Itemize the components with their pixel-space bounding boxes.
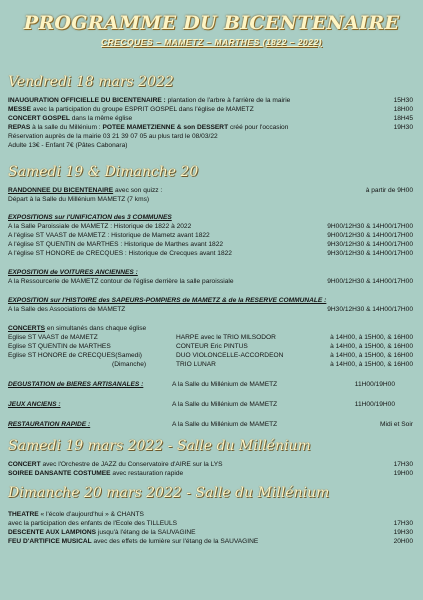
- event-time: 20H00: [393, 538, 413, 545]
- concert-time: à 14H00, à 15H00, & 16H00: [330, 343, 413, 350]
- concert-place: (Dimanche): [112, 361, 147, 368]
- event-time: 11H00/19H00: [354, 381, 395, 388]
- repas-prices: Adulte 13€ - Enfant 7€ (Pâtes Cabonara): [8, 142, 128, 149]
- event-concert-jazz: [8, 460, 413, 469]
- event-time: 17H30: [393, 461, 413, 468]
- expo-place: A l'église ST QUENTIN de MARTHES : Historique de Marthes avant 1822: [8, 241, 224, 248]
- expo-place: A la Salle Paroissiale de MAMETZ : Historique de 1822 à 2022: [8, 223, 192, 230]
- expo-row: [8, 277, 413, 286]
- concert-time: à 14H00, à 15H00, & 16H00: [330, 352, 413, 359]
- event-degustation: [8, 380, 413, 389]
- expo-row: [8, 240, 413, 249]
- event-detail: plantation de l'arbre à l'arrière de la mairie: [165, 97, 291, 104]
- section-title: EXPOSITION sur l'HISTOIRE des SAPEURS-POMPIERS de MAMETZ & de la RESERVE COMMUNALE :: [8, 297, 327, 304]
- concert-group: CONTEUR Eric PINTUS: [176, 343, 248, 350]
- randonnee-depart: Départ à la Salle du Millénium MAMETZ (7 kms): [8, 196, 150, 203]
- page-title: PROGRAMME DU BICENTENAIRE: [23, 12, 400, 34]
- concert-row: [8, 342, 413, 351]
- day-heading-weekend: Samedi 19 & Dimanche 20: [8, 164, 199, 180]
- event-time: 15H30: [393, 97, 413, 104]
- event-detail: avec la participation du groupe ESPRIT GOSPEL dans l'église de MAMETZ: [31, 106, 254, 113]
- concert-row: [8, 333, 413, 342]
- event-repas: [8, 123, 413, 132]
- page-subtitle: CRECQUES – MAMETZ – MARTHES (1822 – 2022): [100, 37, 323, 47]
- event-menu: POTEE MAMETZIENNE & son DESSERT: [102, 124, 229, 131]
- event-detail: avec l'Orchestre de JAZZ du Conservatoire d'AIRE sur la LYS: [40, 461, 223, 468]
- repas-reservation: Réservation auprès de la mairie 03 21 39 07 05 au plus tard le 08/03/22: [8, 133, 218, 140]
- event-title: THEATRE: [8, 511, 39, 518]
- section-detail: en simultanés dans chaque église: [45, 325, 147, 332]
- concert-row: [8, 360, 413, 369]
- event-detail: avec restauration rapide: [110, 470, 184, 477]
- event-messe: [8, 105, 413, 114]
- concert-group: DUO VIOLONCELLE-ACCORDEON: [176, 352, 284, 359]
- event-concert-gospel: [8, 114, 413, 123]
- event-title: INAUGURATION OFFICIELLE DU BICENTENAIRE :: [8, 97, 166, 104]
- event-place: A la Salle du Millénium de MAMETZ: [172, 421, 278, 428]
- event-time: 19H30: [393, 124, 413, 131]
- event-inauguration: [8, 96, 413, 105]
- expo-place: A l'église ST HONORE de CRECQUES : Historique de Crecques avant 1822: [8, 250, 232, 257]
- expo-place: A la Salle des Associations de MAMETZ: [8, 306, 126, 313]
- event-title: CONCERT GOSPEL: [8, 115, 70, 122]
- expo-pompiers-title: [8, 296, 413, 305]
- expo-row: [8, 231, 413, 240]
- expo-row: [8, 222, 413, 231]
- event-title: FEU D'ARTIFICE MUSICAL: [8, 538, 92, 545]
- event-time: 18H45: [393, 115, 413, 122]
- event-title: RESTAURATION RAPIDE :: [8, 421, 91, 428]
- expo-place: A l'église ST VAAST de MAMETZ : Historique de Mametz avant 1822: [8, 232, 210, 239]
- expo-place: A la Ressourcerie de MAMETZ contour de l'église derrière la salle paroissiale: [8, 278, 234, 285]
- event-title: RANDONNEE DU BICENTENAIRE: [8, 187, 114, 194]
- event-title: JEUX ANCIENS :: [8, 401, 61, 408]
- event-place: A la Salle du Millénium de MAMETZ: [172, 401, 278, 408]
- event-time: 11H00/19H00: [354, 401, 395, 408]
- event-jeux: [8, 400, 413, 409]
- expo-row: [8, 249, 413, 258]
- event-detail: à la salle du Millénium :: [30, 124, 103, 131]
- event-detail: jusqu'à l'étang de la SAUVAGINE: [96, 529, 196, 536]
- expo-time: 9H00/12H30 & 14H00/17H00: [327, 232, 413, 239]
- event-title: SOIREE DANSANTE COSTUMEE: [8, 470, 111, 477]
- expo-row: [8, 305, 413, 314]
- day-heading-sunday: Dimanche 20 mars 2022 - Salle du Millénium: [8, 485, 330, 501]
- event-title: DESCENTE AUX LAMPIONS: [8, 529, 97, 536]
- concert-row: [8, 351, 413, 360]
- event-detail: avec la participation des enfants de l'Ecole des TILLEULS: [8, 520, 178, 527]
- expo-time: 9H00/12H30 & 14H00/17H00: [327, 223, 413, 230]
- event-detail: « l'école d'aujourd'hui » & CHANTS: [38, 511, 144, 518]
- expo-time: 9H30/12H30 & 14H00/17H00: [327, 241, 413, 248]
- expo-voitures-title: [8, 268, 413, 277]
- event-title: MESSE: [8, 106, 32, 113]
- expo-unification-title: [8, 213, 413, 222]
- event-theatre-detail: [8, 519, 413, 528]
- event-detail: avec des effets de lumière sur l'étang de la SAUVAGINE: [91, 538, 259, 545]
- event-time: 18H00: [393, 106, 413, 113]
- event-title: DEGUSTATION de BIERES ARTISANALES :: [8, 381, 144, 388]
- event-detail: avec son quizz :: [113, 187, 163, 194]
- day-heading-friday: Vendredi 18 mars 2022: [8, 74, 174, 90]
- section-title: EXPOSITION de VOITURES ANCIENNES :: [8, 269, 138, 276]
- expo-time: 9H30/12H30 & 14H00/17H00: [327, 306, 413, 313]
- concert-group: HARPE avec le TRIO MILSODOR: [176, 334, 276, 341]
- event-detail: créé pour l'occasion: [228, 124, 289, 131]
- event-feu-artifice: [8, 537, 413, 546]
- event-time: 17H30: [393, 520, 413, 527]
- event-detail: dans la même église: [69, 115, 133, 122]
- event-time: 19H30: [393, 529, 413, 536]
- event-place: A la Salle du Millénium de MAMETZ: [172, 381, 278, 388]
- section-title: EXPOSITIONS sur l'UNIFICATION des 3 COMMUNES: [8, 214, 172, 221]
- event-title: REPAS: [8, 124, 31, 131]
- concert-time: à 14H00, à 15H00, & 16H00: [330, 334, 413, 341]
- event-time: à partir de 9H00: [365, 187, 413, 194]
- day-heading-saturday: Samedi 19 mars 2022 - Salle du Millénium: [8, 438, 311, 454]
- expo-time: 9H30/12H30 & 14H00/17H00: [327, 250, 413, 257]
- event-restauration: [8, 420, 413, 429]
- concert-time: à 14H00, à 15H00, & 16H00: [330, 361, 413, 368]
- event-theatre: [8, 510, 413, 519]
- event-lampions: [8, 528, 413, 537]
- concert-place: Eglise ST VAAST de MAMETZ: [8, 334, 98, 341]
- event-randonnee: [8, 186, 413, 195]
- concert-place: Eglise ST QUENTIN de MARTHES: [8, 343, 111, 350]
- expo-time: 9H00/12H30 & 14H00/17H00: [327, 278, 413, 285]
- concerts-title: [8, 324, 413, 333]
- concert-place: Eglise ST HONORE de CRECQUES(Samedi): [8, 352, 142, 359]
- event-time: 19H00: [393, 470, 413, 477]
- event-title: CONCERT: [8, 461, 41, 468]
- section-title: CONCERTS: [8, 325, 45, 332]
- event-time: Midi et Soir: [380, 421, 413, 428]
- concert-group: TRIO LUNAR: [176, 361, 216, 368]
- event-soiree: [8, 469, 413, 478]
